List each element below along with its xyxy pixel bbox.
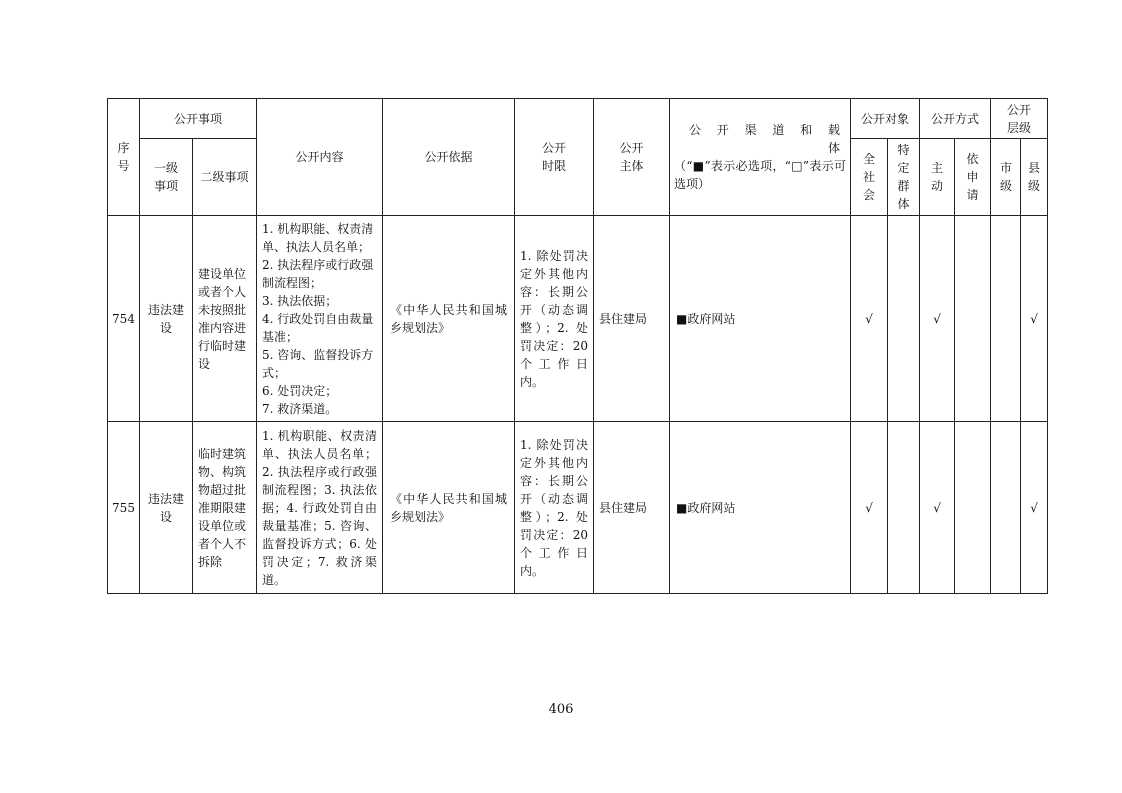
content-line: 3. 执法依据； — [262, 293, 338, 308]
row-seq: 754 — [108, 216, 140, 422]
header-channel — [670, 99, 851, 216]
header-level-city: 市级 — [991, 139, 1021, 216]
row-content — [257, 216, 383, 422]
header-subject: 公开主体 — [594, 99, 670, 216]
row-level-county: √ — [1021, 216, 1048, 422]
row-method-request — [955, 422, 991, 594]
header-seq: 序号 — [108, 99, 140, 216]
row-target-all: √ — [851, 216, 888, 422]
header-level-county: 县级 — [1021, 139, 1048, 216]
header-channel-title: 公 开 渠 道 和 载 体 — [688, 123, 847, 155]
header-channel-note: （“■”表示必选项，“□”表示可选项） — [674, 159, 847, 191]
row-subject: 县住建局 — [594, 216, 670, 422]
row-level2: 建设单位或者个人未按照批准内容进行临时建设 — [193, 216, 257, 422]
row-level2: 临时建筑物、构筑物超过批准期限建设单位或者个人不拆除 — [193, 422, 257, 594]
row-target-specific — [888, 422, 920, 594]
header-level1: 一级事项 — [140, 139, 193, 216]
row-seq: 755 — [108, 422, 140, 594]
header-method-group: 公开方式 — [920, 99, 991, 139]
header-method-active: 主动 — [920, 139, 955, 216]
header-row-top — [108, 99, 1048, 139]
row-level-city — [991, 216, 1021, 422]
disclosure-table — [107, 98, 1048, 594]
page-number: 406 — [548, 702, 574, 717]
content-line: 6. 处罚决定； — [262, 383, 338, 398]
row-target-specific — [888, 216, 920, 422]
row-method-active: √ — [920, 422, 955, 594]
row-level1: 违法建设 — [140, 216, 193, 422]
header-content: 公开内容 — [257, 99, 383, 216]
row-basis: 《中华人民共和国城乡规划法》 — [383, 216, 515, 422]
row-level1: 违法建设 — [140, 422, 193, 594]
content-line: 1. 机构职能、权责清单、执法人员名单； — [262, 221, 374, 254]
content-line: 5. 咨询、监督投诉方式； — [262, 347, 374, 380]
content-line: 2. 执法程序或行政强制流程图； — [262, 257, 374, 290]
row-level-county: √ — [1021, 422, 1048, 594]
row-channel: ■政府网站 — [670, 422, 851, 594]
row-method-active: √ — [920, 216, 955, 422]
row-basis: 《中华人民共和国城乡规划法》 — [383, 422, 515, 594]
row-target-all: √ — [851, 422, 888, 594]
content-line: 7. 救济渠道。 — [262, 401, 338, 416]
row-time-limit: 1. 除处罚决定外其他内容：长期公开（动态调整）；2. 处罚决定：20个工作日内。 — [515, 422, 594, 594]
row-level-city — [991, 422, 1021, 594]
header-target-group: 公开对象 — [851, 99, 920, 139]
table-row — [108, 216, 1048, 422]
header-target-all: 全社会 — [851, 139, 888, 216]
header-target-specific: 特定群体 — [888, 139, 920, 216]
row-time-limit: 1. 除处罚决定外其他内容：长期公开（动态调整）；2. 处罚决定：20个工作日内。 — [515, 216, 594, 422]
header-basis: 公开依据 — [383, 99, 515, 216]
row-content: 1. 机构职能、权责清单、执法人员名单；2. 执法程序或行政强制流程图；3. 执法依据；4. 行政处罚自由裁量基准；5. 咨询、监督投诉方式；6. 处罚决定；7. 救济渠道。 — [257, 422, 383, 594]
table-row — [108, 422, 1048, 594]
row-method-request — [955, 216, 991, 422]
header-level2: 二级事项 — [193, 139, 257, 216]
content-line: 4. 行政处罚自由裁量基准； — [262, 311, 374, 344]
header-method-request: 依申请 — [955, 139, 991, 216]
header-level-group: 公开层级 — [991, 99, 1048, 139]
row-subject: 县住建局 — [594, 422, 670, 594]
header-time-limit: 公开时限 — [515, 99, 594, 216]
header-item-group: 公开事项 — [140, 99, 257, 139]
row-channel: ■政府网站 — [670, 216, 851, 422]
